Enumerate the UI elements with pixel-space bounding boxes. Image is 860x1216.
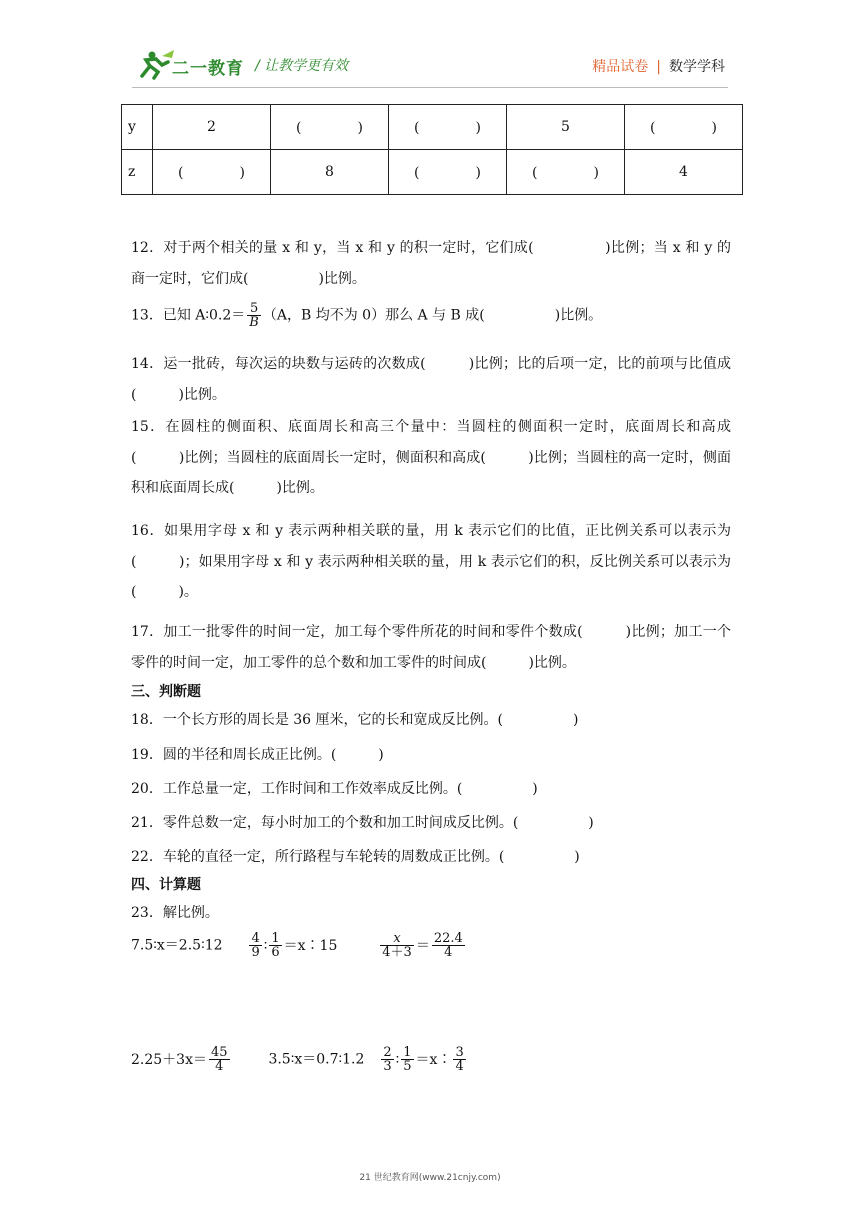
page-footer: 21 世纪教育网(www.21cnjy.com)	[359, 1173, 501, 1183]
e3-d1: 4＋3	[382, 945, 412, 960]
question-20: 20．工作总量一定，工作时间和工作效率成反比例。( )	[131, 781, 538, 797]
e6-frac-1	[381, 1046, 393, 1073]
equation-3	[378, 931, 467, 960]
e6-d2: 5	[403, 1059, 412, 1074]
e6-d3: 4	[455, 1059, 464, 1074]
question-23: 23．解比例。	[131, 905, 219, 921]
equation-5: 3.5∶x＝0.7∶1.2	[268, 1051, 365, 1068]
table-row	[122, 150, 743, 195]
section-judgement-title: 三、判断题	[131, 684, 201, 700]
e2-d1: 9	[251, 945, 260, 960]
logo-text: 二一教育	[172, 59, 244, 79]
table-cell: ( )	[389, 150, 507, 195]
tag-premium: 精品试卷	[592, 59, 649, 75]
equation-4	[131, 1045, 236, 1074]
e3-frac-1	[380, 932, 414, 959]
table-cell: 2	[153, 105, 271, 150]
equation-1: 7.5∶x＝2.5∶12	[131, 937, 223, 954]
e3-n2: 22.4	[433, 931, 463, 946]
question-22: 22．车轮的直径一定，所行路程与车轮转的周数成正比例。( )	[131, 849, 580, 865]
question-15: 15．在圆柱的侧面积、底面周长和高三个量中：当圆柱的侧面积一定时，底面周长和高成( )比例；当圆柱的底面周长一定时，侧面积和高成( )比例；当圆柱的高一定时，侧面积和底面周长成( )比例。	[131, 419, 731, 496]
row-label: y	[122, 105, 153, 150]
e4-frac	[209, 1046, 230, 1073]
table-row	[122, 105, 743, 150]
e4-n: 45	[210, 1045, 228, 1060]
table-cell: 4	[625, 150, 743, 195]
e2-colon: ∶	[263, 937, 268, 954]
row-label: z	[122, 150, 153, 195]
e6-mid: ＝x∶	[415, 1051, 452, 1068]
q13-numerator: 5	[247, 302, 261, 316]
question-14: 14．运一批砖，每次运的块数与运砖的次数成( )比例；比的后项一定，比的前项与比值成( )比例。	[131, 356, 731, 403]
equation-row-1	[131, 932, 467, 959]
question-12: 12．对于两个相关的量 x 和 y，当 x 和 y 的积一定时，它们成( )比例；当 x 和 y 的商一定时，它们成( )比例。	[131, 240, 731, 287]
tag-separator: |	[656, 59, 661, 75]
e6-d1: 3	[383, 1059, 392, 1074]
e3-frac-2	[432, 932, 465, 959]
equation-6	[379, 1045, 467, 1074]
e4-d: 4	[215, 1059, 224, 1074]
equation-row-2	[131, 1046, 468, 1073]
e3-d2: 4	[444, 945, 453, 960]
table-cell: ( )	[153, 150, 271, 195]
e2-n1: 4	[251, 931, 260, 946]
slogan: / 让教学更有效	[255, 58, 349, 74]
tag-subject: 数学学科	[669, 59, 725, 75]
table-cell: ( )	[271, 105, 389, 150]
table-cell: 8	[271, 150, 389, 195]
e2-frac-1	[249, 932, 261, 959]
question-18: 18．一个长方形的周长是 36 厘米，它的长和宽成反比例。( )	[131, 712, 579, 728]
header-divider	[132, 87, 728, 88]
e6-n1: 2	[383, 1045, 392, 1060]
question-17: 17．加工一批零件的时间一定，加工每个零件所花的时间和零件个数成( )比例；加工一个零件的时间一定，加工零件的总个数和加工零件的时间成( )比例。	[131, 624, 731, 671]
section-calc-title: 四、计算题	[131, 877, 201, 893]
question-21: 21．零件总数一定，每小时加工的个数和加工时间成反比例。( )	[131, 815, 594, 831]
e6-frac-3	[453, 1046, 465, 1073]
e2-n2: 1	[271, 931, 280, 946]
e3-eq: ＝	[415, 937, 430, 954]
question-19: 19．圆的半径和周长成正比例。( )	[131, 747, 384, 763]
table-cell: ( )	[389, 105, 507, 150]
table-cell: 5	[507, 105, 625, 150]
e2-frac-2	[269, 932, 281, 959]
q13-fraction	[247, 302, 261, 329]
table-cell: ( )	[507, 150, 625, 195]
e6-frac-2	[401, 1046, 413, 1073]
e6-colon: ∶	[395, 1051, 400, 1068]
value-table	[121, 104, 743, 195]
question-13	[131, 302, 602, 329]
e6-n3: 3	[455, 1045, 464, 1060]
q13-suffix: （A，B 均不为 0）那么 A 与 B 成( )比例。	[262, 307, 603, 324]
question-16: 16．如果用字母 x 和 y 表示两种相关联的量，用 k 表示它们的比值，正比例关系可以表示为( )；如果用字母 x 和 y 表示两种相关联的量，用 k 表示它们的积，反比例关系可以表示为( )。	[131, 523, 731, 600]
e2-d2: 6	[271, 945, 280, 960]
equation-2	[247, 931, 341, 960]
e6-n2: 1	[403, 1045, 412, 1060]
q13-prefix: 13．已知 A∶0.2＝	[131, 307, 246, 324]
e3-n1: x	[380, 932, 414, 946]
e2-rest: ＝x∶15	[283, 937, 338, 954]
page-header	[0, 0, 860, 90]
table-cell: ( )	[625, 105, 743, 150]
e4-pre: 2.25＋3x＝	[131, 1051, 207, 1068]
header-tags	[592, 56, 725, 76]
q13-denominator: B	[249, 315, 259, 330]
